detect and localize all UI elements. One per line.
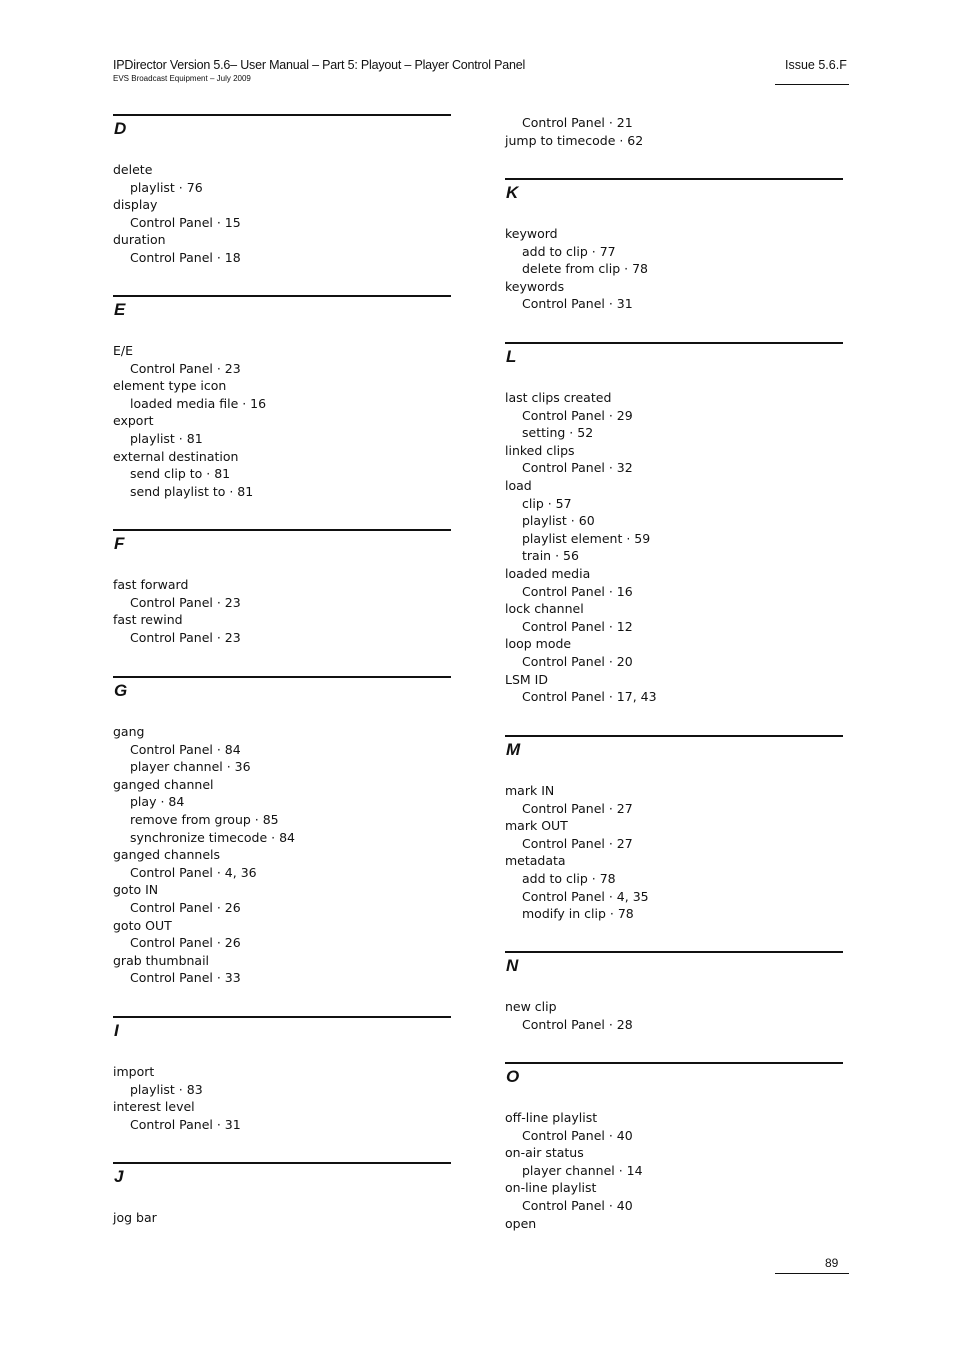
index-subentry: player channel · 36 [130, 759, 251, 775]
section-entries [113, 1063, 451, 1133]
index-subentry: add to clip · 78 [522, 870, 616, 886]
index-entry: linked clips [505, 442, 575, 458]
index-entry: on-air status [505, 1145, 584, 1161]
index-entry: jog bar [113, 1210, 157, 1225]
index-section-e [113, 295, 451, 500]
index-entry: delete [113, 162, 153, 177]
index-subentry: Control Panel · 29 [522, 407, 633, 423]
index-subentry: add to clip · 77 [522, 243, 616, 259]
index-subentry: Control Panel · 23 [130, 594, 241, 610]
index-entry: ganged channel [113, 776, 214, 792]
index-subentry: Control Panel · 27 [522, 835, 633, 851]
index-entry: keyword [505, 226, 558, 241]
index-entry: gang [113, 724, 145, 739]
index-subentry: Control Panel · 27 [522, 800, 633, 816]
index-entry: lock channel [505, 601, 584, 617]
section-letter: O [506, 1067, 520, 1086]
index-entry: interest level [113, 1099, 195, 1115]
index-subentry: Control Panel · 31 [130, 1116, 241, 1132]
header-rule [775, 84, 849, 85]
index-subentry: Control Panel · 21 [522, 115, 633, 130]
index-entry: mark OUT [505, 818, 568, 834]
index-entry: export [113, 413, 154, 429]
index-subentry: Control Panel · 4, 35 [522, 888, 649, 904]
document-subtitle: EVS Broadcast Equipment – July 2009 [113, 74, 251, 83]
document-title: IPDirector Version 5.6– User Manual – Part 5: Playout – Player Control Panel [113, 58, 526, 72]
section-rule [505, 178, 843, 180]
index-entry: display [113, 197, 158, 213]
section-entries [505, 389, 843, 706]
index-entry: keywords [505, 278, 565, 294]
index-subentry: loaded media file · 16 [130, 395, 267, 411]
index-section-i [113, 1016, 451, 1133]
issue-label: Issue 5.6.F [785, 58, 847, 72]
index-subentry: send clip to · 81 [130, 466, 231, 482]
section-rule [113, 114, 451, 116]
index-subentry: Control Panel · 17, 43 [522, 689, 657, 705]
index-subentry: playlist element · 59 [522, 530, 651, 546]
section-rule [505, 1062, 843, 1064]
index-subentry: Control Panel · 20 [522, 653, 633, 669]
section-letter: F [114, 534, 125, 553]
index-subentry: Control Panel · 40 [522, 1197, 633, 1213]
index-subentry: Control Panel · 12 [522, 618, 633, 634]
index-entry: new clip [505, 999, 557, 1014]
section-rule [113, 676, 451, 678]
section-entries [113, 723, 451, 987]
index-subentry: Control Panel · 26 [130, 899, 241, 915]
index-entry: metadata [505, 853, 566, 869]
section-entries [505, 998, 843, 1033]
index-entry: external destination [113, 448, 239, 464]
section-letter: N [506, 956, 519, 975]
index-subentry: Control Panel · 23 [130, 360, 241, 376]
index-section-g [113, 676, 451, 987]
index-entry: last clips created [505, 390, 612, 405]
section-entries [505, 225, 843, 313]
index-entry: import [113, 1064, 155, 1079]
index-entry: grab thumbnail [113, 952, 210, 968]
index-entry: jump to timecode · 62 [505, 132, 644, 148]
section-letter: D [114, 119, 127, 138]
index-section-j [113, 1162, 451, 1227]
footer-rule [775, 1273, 849, 1274]
index-entry: mark IN [505, 783, 555, 798]
section-rule [505, 735, 843, 737]
index-entry: element type icon [113, 378, 227, 394]
index-entry: ganged channels [113, 847, 221, 863]
section-letter: K [506, 183, 519, 202]
section-letter: M [506, 740, 521, 759]
section-letter: J [114, 1167, 124, 1186]
section-rule [505, 342, 843, 344]
index-section-m [505, 735, 843, 923]
index-subentry: Control Panel · 33 [130, 970, 241, 986]
index-subentry: send playlist to · 81 [130, 483, 254, 499]
section-letter: L [506, 347, 517, 366]
index-entry: fast rewind [113, 612, 183, 628]
index-entry: loaded media [505, 565, 591, 581]
section-entries [113, 576, 451, 646]
index-subentry: Control Panel · 15 [130, 214, 241, 230]
index-entry: load [505, 477, 532, 493]
index-section-f [113, 529, 451, 646]
index-subentry: playlist · 76 [130, 179, 203, 195]
index-subentry: train · 56 [522, 548, 579, 564]
index-subentry: Control Panel · 26 [130, 935, 241, 951]
section-rule [505, 951, 843, 953]
section-entries [113, 1209, 451, 1227]
index-section-k [505, 178, 843, 313]
index-subentry: synchronize timecode · 84 [130, 829, 295, 845]
index-subentry: delete from clip · 78 [522, 261, 648, 277]
index-entry: duration [113, 232, 166, 248]
column-continuation [505, 114, 843, 149]
index-section-d [113, 114, 451, 267]
section-rule [113, 529, 451, 531]
index-subentry: remove from group · 85 [130, 811, 279, 827]
section-letter: G [114, 681, 128, 700]
section-entries [505, 782, 843, 923]
section-entries [113, 342, 451, 500]
index-subentry: Control Panel · 84 [130, 741, 241, 757]
index-subentry: Control Panel · 28 [522, 1016, 633, 1032]
section-rule [113, 1016, 451, 1018]
index-subentry: modify in clip · 78 [522, 906, 634, 922]
section-letter: I [114, 1021, 119, 1040]
index-subentry: playlist · 60 [522, 513, 595, 529]
index-subentry: Control Panel · 32 [522, 460, 633, 476]
index-entry: LSM ID [505, 671, 548, 687]
index-entry: goto OUT [113, 917, 172, 933]
section-rule [113, 295, 451, 297]
index-section-n [505, 951, 843, 1033]
index-subentry: playlist · 81 [130, 430, 203, 446]
section-entries [113, 161, 451, 267]
section-letter: E [114, 300, 126, 319]
index-subentry: playlist · 83 [130, 1081, 203, 1097]
index-entry: goto IN [113, 882, 159, 898]
index-subentry: player channel · 14 [522, 1162, 643, 1178]
index-subentry: Control Panel · 16 [522, 583, 633, 599]
index-subentry: Control Panel · 40 [522, 1127, 633, 1143]
index-entry: E/E [113, 343, 134, 358]
index-entry: open [505, 1215, 537, 1231]
page-number: 89 [825, 1256, 839, 1270]
index-section-l [505, 342, 843, 706]
index-subentry: Control Panel · 4, 36 [130, 864, 257, 880]
index-entry: off-line playlist [505, 1110, 598, 1125]
index-entry: on-line playlist [505, 1180, 597, 1196]
index-subentry: Control Panel · 18 [130, 249, 241, 265]
section-entries [505, 1109, 843, 1232]
index-subentry: clip · 57 [522, 495, 572, 511]
index-entry: fast forward [113, 577, 189, 592]
index-subentry: play · 84 [130, 794, 185, 810]
index-subentry: setting · 52 [522, 425, 594, 441]
section-rule [113, 1162, 451, 1164]
index-subentry: Control Panel · 31 [522, 296, 633, 312]
index-entry: loop mode [505, 636, 572, 652]
index-subentry: Control Panel · 23 [130, 629, 241, 645]
index-section-o [505, 1062, 843, 1232]
